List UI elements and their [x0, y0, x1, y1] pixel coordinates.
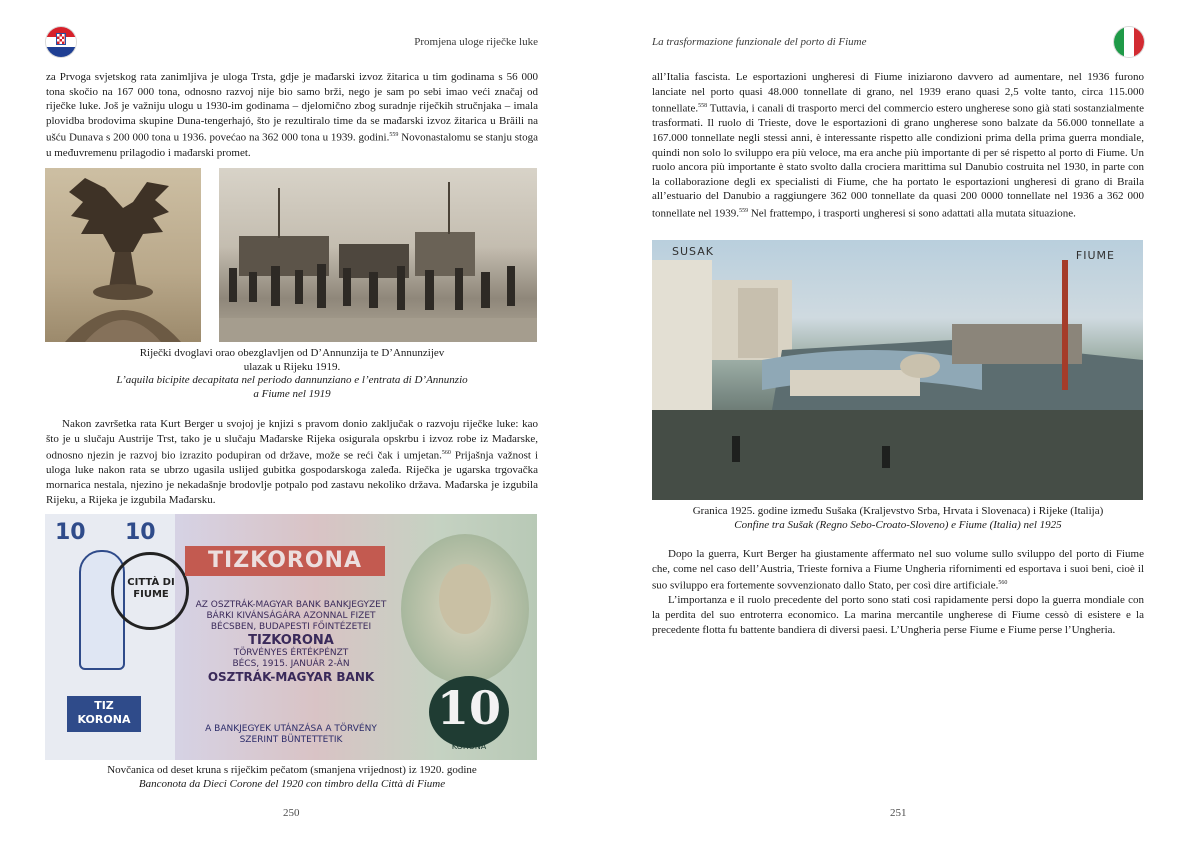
banknote-text-block: AZ OSZTRÁK-MAGYAR BANK BANKJEGYZET BÁRKI KIVÁNSÁGÁRA AZONNAL FIZET BÉCSBEN, BUDAPESTI FŐINTÉZETEI TIZKORONA TÖRVÉNYES ÉRTÉKPÉNZT BÉCS, 1915. JANUÁR 2-ÁN OSZTRÁK-MAGYAR BANK: [195, 600, 387, 684]
footnote-marker: 558: [698, 103, 708, 110]
banknote-value-badge: TIZ KORONA: [67, 696, 141, 732]
body-paragraph: Dopo la guerra, Kurt Berger ha giustamente affermato nel suo volume sullo sviluppo del porto di Fiume che, come nel caso dell’Austria, Trieste forniva a Fiume Ungheria rifornimenti ed esportava i suoi beni, cioè il suo sviluppo era fortemente sovvenzionato dallo Stato, per così dire artificiale.$^{560}$ L’importanza e il ruolo precedente del porto sono stati così rapidamente persi dopo la guerra mondiale con la perdita del suo entroterra economico. La marina mercantile ungherese di Fiume cessò di esistere e la precedente flotta fu battente bandiera di diversi paesi. L’Ungheria perse Fiume e Fiume perse l’Ungheria.: [652, 548, 1144, 636]
banknote-corner-value: 10: [125, 520, 156, 545]
banknote-image: [45, 514, 537, 760]
footnote-marker: 559: [739, 208, 749, 214]
running-head: Promjena uloge riječke luke: [414, 36, 538, 48]
banknote-corner-value: 10: [55, 520, 86, 545]
croatia-flag-icon: [46, 27, 76, 57]
postcard-label-left: SUSAK: [672, 245, 714, 258]
page-number: 250: [283, 807, 300, 819]
page-number: 251: [890, 807, 907, 819]
postcard-label-right: FIUME: [1075, 249, 1115, 262]
body-paragraph: Nakon završetka rata Kurt Berger u svojoj je knjizi s pravom donio zaključak o razvoju riječke luke: kao što je u slučaju Austrije Trst, tako je u slučaju Mađarske Rijeka osigurala opskrbu i izvoz robe iz Mađarske, odnosno njezin je razvoj bio izrazito podupiran od države, može se reći čak i umjetan.$^{560}$ Prijašnja važnost i uloga luke nakon rata se ubrzo ugasila uslijed gubitka gospodarskoga zaleđa. Riječka je ugarska trgovačka mornarica nestala, njezino je nekadašnje brodovlje potpalo pod zastavu nekoliko država. Mađarska je izgubila Rijeku, a Rijeka je izgubila Mađarsku.: [46, 418, 539, 506]
susak-fiume-postcard: [652, 240, 1143, 500]
banknote-warning: A BANKJEGYEK UTÁNZÁSA A TÖRVÉNY SZERINT BÜNTETTETIK: [205, 724, 377, 745]
banknote-value-label: KORONA: [451, 742, 487, 751]
banknote-caption: Novčanica od deset kruna s riječkim pečatom (smanjena vrijednost) iz 1920. godine Banconota da Dieci Corone del 1920 con timbro della Città di Fiume: [107, 764, 477, 790]
portrait-medallion: [401, 534, 529, 684]
italy-flag-icon: [1114, 27, 1144, 57]
footnote-marker: 559: [389, 132, 399, 139]
running-head: La trasformazione funzionale del porto di Fiume: [652, 36, 867, 48]
eagle-statue-photo: [45, 168, 201, 342]
footnote-marker: 560: [998, 580, 1008, 587]
city-stamp: CITTÀ DI FIUME: [111, 552, 189, 630]
body-paragraph: za Prvoga svjetskog rata zanimljiva je uloga Trsta, gdje je mađarski izvoz žitarica u tim godinama s 56 000 tona skočio na 167 000 tona, odnosno razvoj nije bio samo brži, nego je sam po sebi imao veći značaj od riječke luke. Još je važniju ulogu u 1930-im godinama – djelomično zbog suradnje riječkih stručnjaka – imala plovidba brodovima skupine Duna-tengerhajó, što je rezultiralo time da se mađarski izvoz žitarica u Brăili na ušću Dunava s 200 000 tona u 1936. povećao na 362 000 tona u 1939. godini.$^{559}$ Novonastalomu se stanju stoga u međuvremenu prilagodio i mađarski promet.: [46, 71, 538, 159]
banknote-big-value: 10: [429, 676, 509, 748]
portrait-face: [439, 564, 491, 634]
right-page: [592, 0, 1184, 844]
photo-caption: Granica 1925. godine između Sušaka (Kraljevstvo Srba, Hrvata i Slovenaca) i Rijeke (Italija) Confine tra Sušak (Regno Sebo-Croato-Sloveno) e Fiume (Italia) nel 1925: [692, 505, 1104, 531]
photo-caption: Riječki dvoglavi orao obezglavljen od D’Annunzija te D’Annunzijev ulazak u Rijeku 1919. L’aquila bicipite decapitata nel periodo dannunziano e l’entrata di D’Annunzio a Fiume nel 1919: [116, 347, 468, 400]
banknote-title-band: TIZKORONA: [185, 546, 385, 576]
body-paragraph: all’Italia fascista. Le esportazioni ungheresi di Fiume iniziarono davvero ad aumentare, nel 1936 furono lanciate nel porto quasi 48.000 tonnellate di grano, nel 1939 erano quasi 2,5 volte tanto, circa 115.000 tonnellate.$^{558}$ Tuttavia, i canali di trasporto merci del commercio estero ungherese sono già stati sostanzialmente trasformati. Il ruolo di Trieste, dove le esportazioni di grano ungherese sono balzate da 56.000 tonnellate a 167.000 tonnellate negli stessi anni, è interessante rispetto alle condizioni prima della prima guerra mondiale, quindi non solo lo sviluppo era più veloce, ma era anche più importante di per sé rispetto al porto di Fiume. Un ruolo ancora più importante è stato svolto dalla crociera marittima sul Danubio costruita nel 1930, in parte con la collaborazione degli ex specialisti di Fiume, che ha portato le esportazioni ungheresi di grano di Braila all’estuario del Danubio a raggiungere 362 000 tonnellate da quasi 200 0000 tonnellate nel 1936 a 362 000 tonnellate nel 1939.$^{559}$ Nel frattempo, i trasporti ungheresi si sono adattati alla mutata situazione.: [652, 71, 1144, 220]
dannunzio-entry-photo: [219, 168, 537, 342]
footnote-marker: 560: [441, 450, 451, 457]
